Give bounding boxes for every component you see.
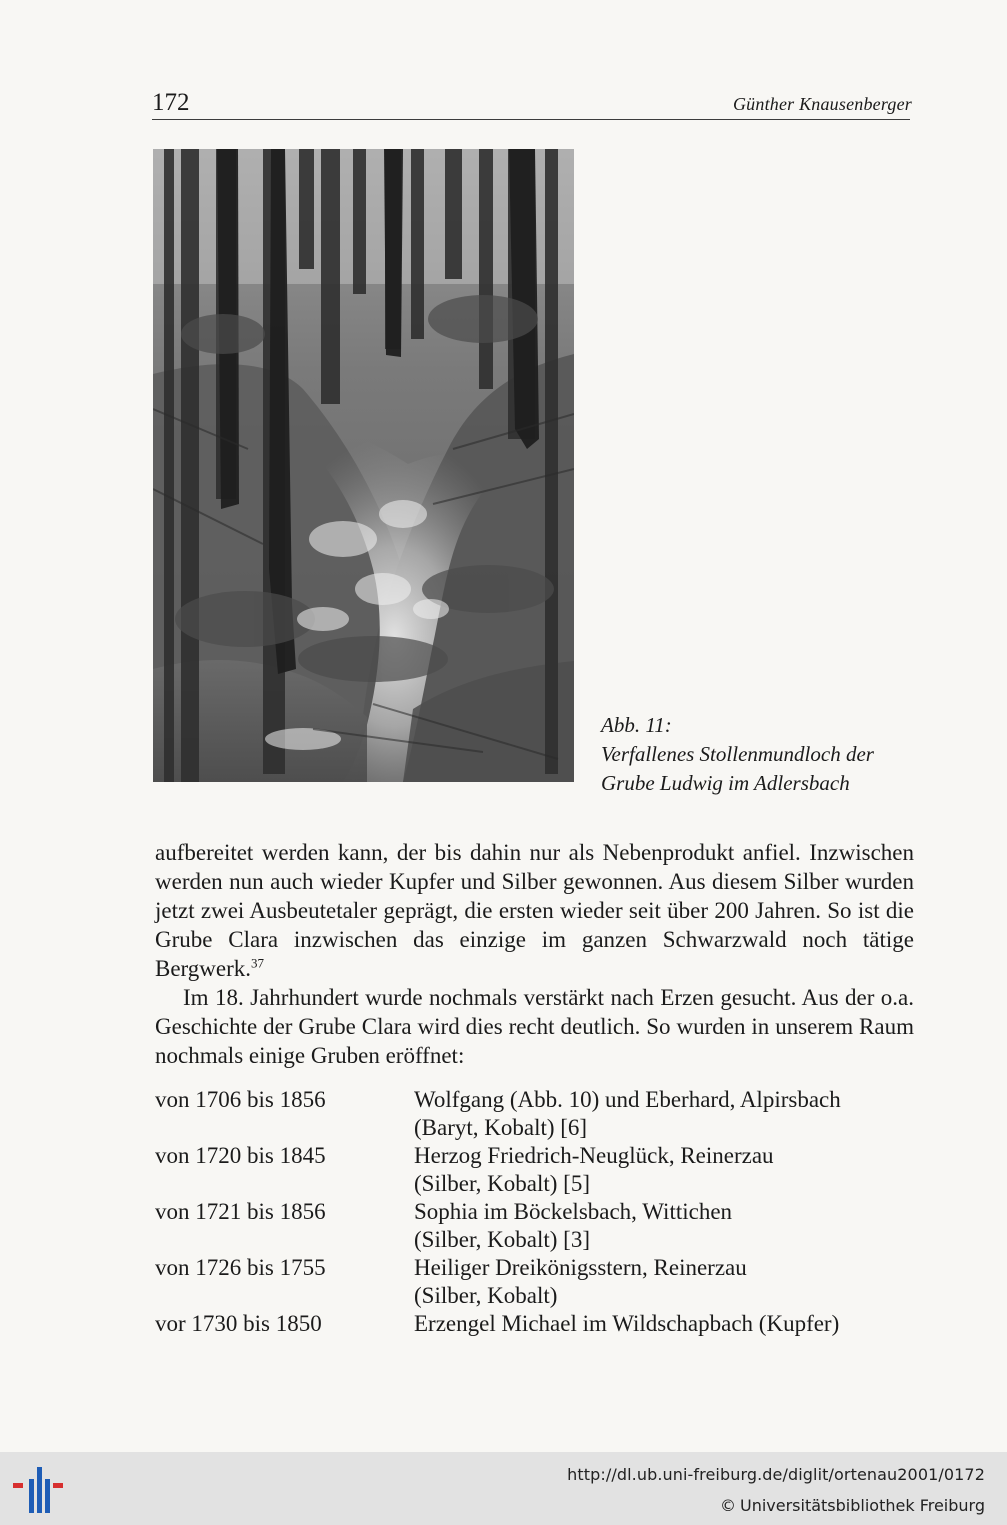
- mine-row: [155, 1086, 915, 1142]
- mine-period: von 1720 bis 1845: [155, 1143, 326, 1168]
- caption-line-2: Verfallenes Stollenmundloch der: [601, 742, 874, 766]
- mine-period: vor 1730 bis 1850: [155, 1311, 322, 1336]
- mine-detail: (Silber, Kobalt) [3]: [414, 1227, 591, 1252]
- paragraph-2: Im 18. Jahrhundert wurde nochmals verstärkt nach Erzen gesucht. Aus der o.a. Geschichte der Grube Clara wird dies recht deutlich. So wurden in unserem Raum nochmals einige Gruben eröffnet:: [155, 985, 914, 1068]
- logo-graphic: [12, 1463, 64, 1517]
- mine-name: Sophia im Böckelsbach, Wittichen: [414, 1199, 733, 1224]
- paragraph-1: [155, 838, 914, 983]
- page-number: 172: [152, 89, 190, 116]
- mine-name: Heiliger Dreikönigsstern, Reinerzau: [414, 1255, 747, 1280]
- paragraph-1-text: aufbereitet werden kann, der bis dahin nur als Nebenprodukt anfiel. Inzwischen werden nun auch wieder Kupfer und Silber gewonnen. Aus diesem Silber wurden jetzt zwei Ausbeutetaler geprägt, die ersten wieder seit über 200 Jahren. So ist die Grube Clara inzwischen das einzige im ganzen Schwarzwald noch tätige Bergwerk.: [155, 840, 914, 981]
- footnote-reference: 37: [251, 955, 265, 971]
- mine-info: [414, 1142, 915, 1198]
- mine-period: von 1726 bis 1755: [155, 1255, 326, 1280]
- copyright-text: Universitätsbibliothek Freiburg: [739, 1496, 985, 1515]
- mine-row: [155, 1142, 915, 1198]
- mine-row: [155, 1198, 915, 1254]
- mine-name: Erzengel Michael im Wildschapbach (Kupfer): [414, 1311, 840, 1336]
- mine-detail: (Silber, Kobalt) [5]: [414, 1171, 591, 1196]
- mine-row: [155, 1310, 915, 1338]
- mine-period: von 1721 bis 1856: [155, 1199, 326, 1224]
- mine-row: [155, 1254, 915, 1310]
- mine-detail: (Silber, Kobalt): [414, 1283, 558, 1308]
- mine-list: [155, 1086, 915, 1338]
- mine-name: Wolfgang (Abb. 10) und Eberhard, Alpirsbach: [414, 1087, 841, 1112]
- mine-name: Herzog Friedrich-Neuglück, Reinerzau: [414, 1143, 774, 1168]
- body-text: [155, 838, 914, 1070]
- footer-bar: [0, 1452, 1007, 1525]
- header-rule: [152, 119, 910, 120]
- forest-photo-graphic: [153, 149, 574, 782]
- figure-caption: [601, 711, 921, 798]
- mine-detail: (Baryt, Kobalt) [6]: [414, 1115, 588, 1140]
- ub-freiburg-logo: [12, 1463, 64, 1517]
- source-url-link[interactable]: http://dl.ub.uni-freiburg.de/diglit/ortenau2001/0172: [567, 1465, 985, 1484]
- copyright-symbol: ©: [719, 1496, 736, 1515]
- caption-line-3: Grube Ludwig im Adlersbach: [601, 771, 850, 795]
- mine-info: [414, 1254, 915, 1310]
- mine-info: [414, 1310, 915, 1338]
- running-head: Günther Knausenberger: [732, 94, 912, 114]
- caption-line-1: Abb. 11:: [601, 713, 672, 737]
- mine-info: [414, 1086, 915, 1142]
- mine-period: von 1706 bis 1856: [155, 1087, 326, 1112]
- forest-mine-entrance-photo: [153, 149, 574, 782]
- mine-info: [414, 1198, 915, 1254]
- copyright-notice: [720, 1496, 985, 1516]
